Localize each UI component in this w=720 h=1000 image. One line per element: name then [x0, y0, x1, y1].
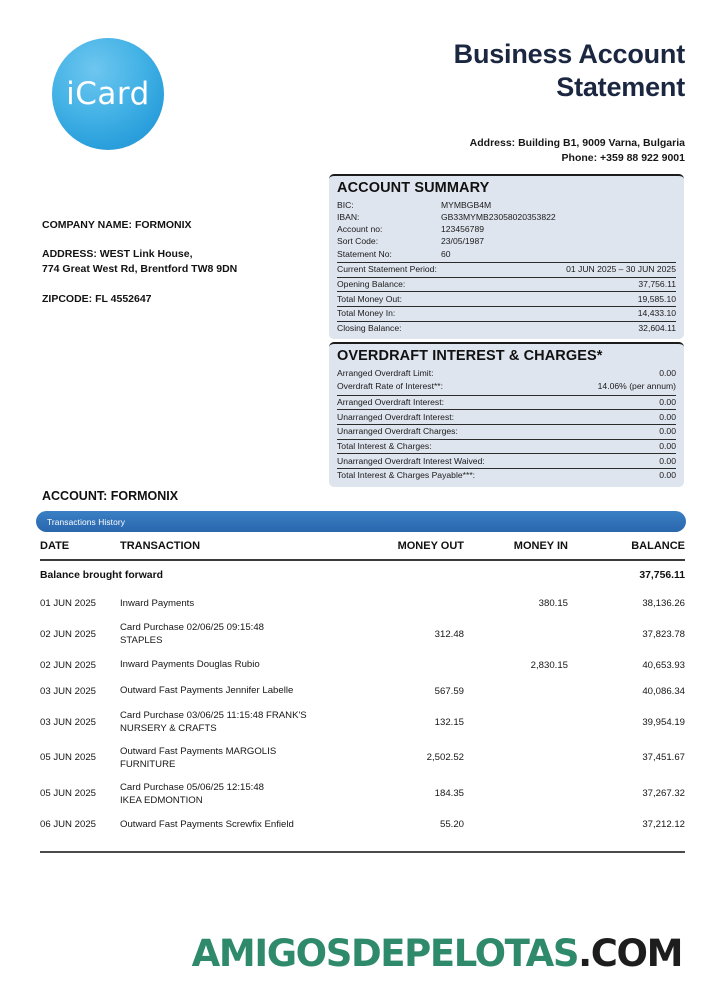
transaction-date: 01 JUN 2025 — [40, 597, 96, 609]
brought-forward-money-in — [464, 570, 568, 581]
transaction-money-in: 2,830.15 — [530, 659, 568, 671]
summary-row-label: Total Money In: — [337, 308, 396, 319]
table-row — [40, 741, 685, 777]
table-row — [40, 679, 685, 705]
account-summary-fields — [337, 199, 676, 260]
transaction-description-line-2: IKEA EDMONTION — [120, 794, 203, 806]
summary-row-value: 14,433.10 — [637, 308, 676, 319]
summary-field-value: 60 — [441, 248, 451, 259]
balance-brought-forward-row — [40, 561, 685, 591]
summary-field — [337, 199, 676, 211]
watermark-primary: AMIGOSDEPELOTAS — [191, 932, 579, 975]
transaction-money-out: 312.48 — [434, 628, 464, 640]
balance-brought-forward-label: Balance brought forward — [40, 570, 163, 581]
summary-field-value: GB33MYMB23058020353822 — [441, 212, 556, 223]
transaction-description-line-1: Card Purchase 03/06/25 11:15:48 FRANK'S — [120, 709, 307, 721]
overdraft-row-label: Unarranged Overdraft Charges: — [337, 426, 458, 437]
summary-field — [337, 248, 676, 260]
title-line-1: Business Account — [453, 39, 685, 69]
customer-address-line-1: ADDRESS: WEST Link House, — [42, 248, 193, 261]
table-row — [40, 777, 685, 813]
account-summary-panel — [329, 174, 684, 339]
transaction-balance: 37,267.32 — [642, 788, 685, 800]
overdraft-fields — [337, 367, 676, 393]
overdraft-rows — [337, 395, 676, 483]
customer-zipcode: ZIPCODE: FL 4552647 — [42, 292, 152, 305]
summary-field-label: Account no: — [337, 224, 383, 235]
site-watermark — [0, 932, 682, 975]
transaction-money-out: 132.15 — [434, 716, 464, 728]
transaction-date: 03 JUN 2025 — [40, 685, 96, 697]
logo-text: iCard — [66, 75, 150, 112]
summary-row — [337, 277, 676, 292]
page-title — [265, 38, 685, 104]
overdraft-row-value: 0.00 — [659, 397, 676, 408]
transaction-money-out: 55.20 — [439, 819, 464, 831]
table-row — [40, 705, 685, 741]
document-header — [0, 0, 720, 170]
summary-row-label: Total Money Out: — [337, 293, 402, 304]
summary-row — [337, 306, 676, 321]
transactions-history-bar — [36, 511, 686, 532]
column-header-transaction: TRANSACTION — [120, 540, 201, 552]
overdraft-row-label: Total Interest & Charges: — [337, 441, 432, 452]
customer-company: COMPANY NAME: FORMONIX — [42, 219, 192, 231]
summary-field — [337, 235, 676, 247]
overdraft-field-label: Overdraft Rate of Interest**: — [337, 380, 444, 391]
overdraft-row-value: 0.00 — [659, 470, 676, 481]
overdraft-row-label: Arranged Overdraft Interest: — [337, 397, 444, 408]
table-row — [40, 617, 685, 653]
overdraft-row-label: Total Interest & Charges Payable***: — [337, 470, 476, 481]
column-header-money-out: MONEY OUT — [397, 540, 464, 552]
transaction-description-line-1: Card Purchase 02/06/25 09:15:48 — [120, 622, 265, 633]
overdraft-field-value: 0.00 — [659, 367, 676, 378]
overdraft-row — [337, 409, 676, 424]
summary-field-value: 23/05/1987 — [441, 236, 485, 247]
transaction-balance: 39,954.19 — [642, 716, 685, 728]
account-summary-title: ACCOUNT SUMMARY — [337, 180, 490, 196]
customer-address-line-2: 774 Great West Rd, Brentford TW8 9DN — [42, 263, 238, 276]
bank-address: Address: Building B1, 9009 Varna, Bulgaria — [469, 137, 685, 149]
transactions-history-label: Transactions History — [47, 516, 126, 527]
transaction-description — [120, 819, 352, 832]
transaction-money-in: 380.15 — [538, 597, 568, 609]
overdraft-panel — [329, 342, 684, 487]
summary-field-label: Sort Code: — [337, 236, 379, 247]
transaction-description-line-1: Inward Payments Douglas Rubio — [120, 659, 260, 671]
transaction-balance: 38,136.26 — [642, 597, 685, 609]
transaction-description-line-1: Outward Fast Payments MARGOLIS — [120, 745, 277, 757]
bank-phone: Phone: +359 88 922 9001 — [561, 152, 685, 165]
summary-row-value: 32,604.11 — [638, 323, 676, 334]
summary-field — [337, 211, 676, 223]
transaction-balance: 37,451.67 — [642, 752, 685, 764]
summary-row-value: 37,756.11 — [638, 279, 676, 290]
transaction-description-line-2: FURNITURE — [120, 758, 176, 770]
transaction-description-line-2: NURSERY & CRAFTS — [120, 722, 217, 734]
transaction-money-out: 184.35 — [434, 788, 464, 800]
column-header-balance: BALANCE — [631, 540, 685, 552]
overdraft-field — [337, 367, 676, 380]
transaction-balance: 37,212.12 — [642, 819, 685, 831]
overdraft-row-label: Unarranged Overdraft Interest Waived: — [337, 455, 485, 466]
table-row — [40, 813, 685, 839]
table-header-row — [40, 540, 685, 561]
summary-row-label: Closing Balance: — [337, 323, 402, 334]
overdraft-row-value: 0.00 — [659, 411, 676, 422]
transaction-date: 02 JUN 2025 — [40, 659, 96, 671]
summary-row-value: 01 JUN 2025 – 30 JUN 2025 — [566, 264, 676, 275]
transaction-description — [120, 685, 352, 698]
table-row — [40, 591, 685, 617]
transaction-balance: 40,653.93 — [642, 659, 685, 671]
transaction-money-out: 2,502.52 — [426, 752, 464, 764]
customer-address — [42, 247, 307, 277]
overdraft-row — [337, 424, 676, 439]
summary-field-label: Statement No: — [337, 248, 392, 259]
transaction-date: 03 JUN 2025 — [40, 716, 96, 728]
overdraft-field-value: 14.06% (per annum) — [597, 380, 676, 391]
transaction-description — [120, 622, 352, 648]
bank-contact — [225, 136, 685, 166]
summary-row — [337, 321, 676, 336]
summary-row — [337, 262, 676, 277]
account-summary-rows — [337, 262, 676, 335]
summary-field — [337, 223, 676, 235]
summary-row — [337, 291, 676, 306]
overdraft-row — [337, 468, 676, 483]
brought-forward-balance: 37,756.11 — [639, 570, 685, 581]
transaction-balance: 40,086.34 — [642, 685, 685, 697]
column-header-money-in: MONEY IN — [513, 540, 568, 552]
summary-field-label: BIC: — [337, 199, 354, 210]
overdraft-row — [337, 395, 676, 410]
transaction-description — [120, 710, 352, 736]
overdraft-row — [337, 453, 676, 468]
summary-field-value: MYMBGB4M — [441, 199, 492, 210]
transactions-table — [40, 540, 685, 853]
transaction-description-line-1: Card Purchase 05/06/25 12:15:48 — [120, 781, 265, 793]
summary-field-value: 123456789 — [441, 224, 485, 235]
overdraft-row-value: 0.00 — [659, 441, 676, 452]
transaction-date: 06 JUN 2025 — [40, 819, 96, 831]
transaction-description — [120, 659, 352, 672]
overdraft-field-label: Arranged Overdraft Limit: — [337, 367, 434, 378]
customer-details — [42, 218, 307, 307]
transaction-description — [120, 746, 352, 772]
transaction-description-line-1: Outward Fast Payments Screwfix Enfield — [120, 819, 294, 831]
transaction-balance: 37,823.78 — [642, 628, 685, 640]
icard-logo — [52, 38, 164, 150]
account-label: ACCOUNT: FORMONIX — [42, 489, 179, 503]
transaction-description-line-1: Outward Fast Payments Jennifer Labelle — [120, 685, 294, 697]
summary-field-label: IBAN: — [337, 212, 360, 223]
transaction-description — [120, 782, 352, 808]
overdraft-row — [337, 439, 676, 454]
transaction-description-line-2: STAPLES — [120, 634, 163, 646]
overdraft-field — [337, 380, 676, 393]
summary-row-label: Opening Balance: — [337, 279, 406, 290]
transaction-description-line-1: Inward Payments — [120, 597, 195, 609]
overdraft-row-label: Unarranged Overdraft Interest: — [337, 411, 455, 422]
transaction-money-out: 567.59 — [434, 685, 464, 697]
summary-row-value: 19,585.10 — [637, 293, 676, 304]
brought-forward-money-out — [352, 570, 464, 581]
overdraft-title: OVERDRAFT INTEREST & CHARGES* — [337, 348, 603, 364]
table-bottom-rule — [40, 851, 685, 853]
watermark-suffix: .COM — [578, 932, 682, 975]
summary-row-label: Current Statement Period: — [337, 264, 437, 275]
transaction-date: 05 JUN 2025 — [40, 752, 96, 764]
transaction-description — [120, 598, 352, 611]
column-header-date: DATE — [40, 540, 70, 552]
transaction-date: 05 JUN 2025 — [40, 788, 96, 800]
transaction-date: 02 JUN 2025 — [40, 628, 96, 640]
overdraft-row-value: 0.00 — [659, 426, 676, 437]
table-row — [40, 653, 685, 679]
title-line-2: Statement — [556, 71, 685, 102]
overdraft-row-value: 0.00 — [659, 455, 676, 466]
